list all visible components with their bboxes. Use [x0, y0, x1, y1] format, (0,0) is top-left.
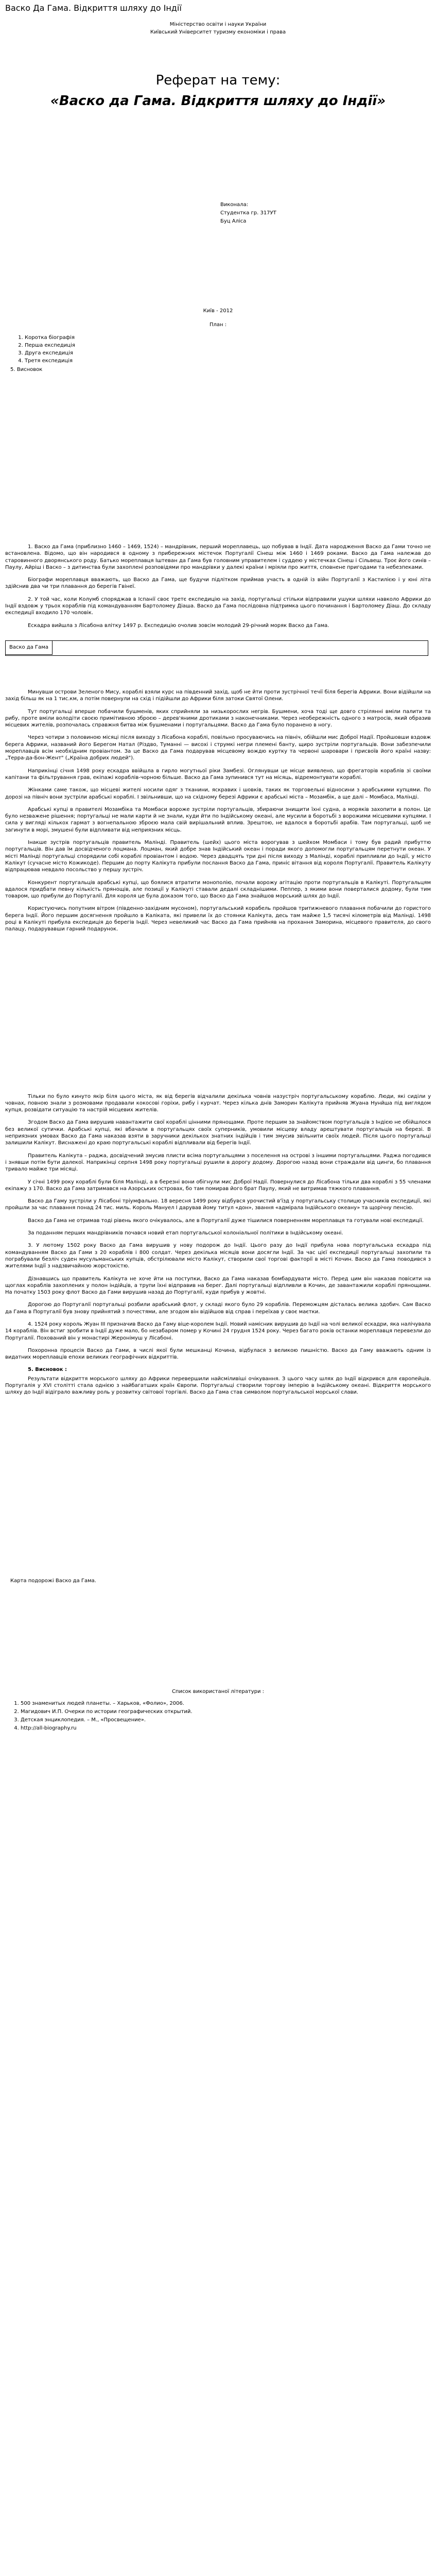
- paragraph: Похоронна процесія Васко да Гами, в числі якої були мешканці Кочина, відбулася з великою пишністю. Васко да Гаму вважають одним із видатних мореплавців епохи великих географічних відкриттів.: [5, 1347, 431, 1361]
- plan-label: План :: [209, 322, 227, 328]
- map-caption: Карта подорожі Васко да Гама.: [10, 1578, 96, 1584]
- paragraph: Через чотири з половиною місяці після виходу з Лісабона кораблі, повільно просуваючись на північ, обійшли мис Доброї Надії. Пройшовши вздовж берега Африки, названий його Берегом Натал (Різдво, Туманні — висохі і струмкі негри племені банту, щиро зустріли португальців. Вони забезпечили мореплавців всім необхідним провіантом. За це Васко да Гама подарував місцевому вождю куртку та червоні шаровари і присвоїв його країні назву: „Терра-да-Бон-Жент" („Країна добрих людей").: [5, 735, 431, 761]
- paragraph: Згодом Васко да Гама вирушив навантажити свої кораблі цінними прянощами. Проте першим за знайомством португальців з Індією не обійшлося без великої сутички. Арабські купці, які вбачали в португальцях своїх суперників, умовили місцеву владу арештувати португальців на березі. В неприязних умовах Васко да Гама наказав взяти в заручники декількох знатних індійців і тим змусив звільнити своїх людей. Після цього португальці залишили Калікут. Виснажені до краю португальські кораблі відпливали від берегів Індії.: [5, 1120, 431, 1146]
- paragraph: Минувши острови Зеленого Мису, кораблі взяли курс на південний захід, щоб не йти проти зустрічної течії біля берегів Африки. Вони відійшли на захід більш як на 1 тис.км, а потім повернули на схід і підійшли до Африки біля затоки Святої Олени.: [5, 689, 431, 702]
- plan-item: 2. Перша експедиція: [25, 342, 431, 349]
- paragraph: Конкурент португальців арабські купці, що боялися втратити монополію, почали ворожу агітацію проти португальців в Калікуті. Португальцям вдалося придбати певну кількість прянощів, але позиції у Калікуті ставали дедалі складнішими. Пеппер, з якими вони поверталися додому, були тим товаром, що прибули до Португалії. Для короля це була доказом того, що Васко да Гама знайшов морський шлях до Індії.: [5, 879, 431, 900]
- paragraph: 1. Васко да Гама (приблизно 1460 – 1469, 1524) – мандрівник, перший мореплавець, що побував в Індії. Дата народження Васко да Гами точно не встановлена. Відомо, що він народився в одному з прибережних містечок Португалії Сінеш між 1460 і 1469 роками. Васко да Гама належав до старовинного дворянського роду. Батько мореплавця Іштеван да Гама був головним управителем і суддею у містечках Сінеш і Сільвеш. Троє його синів – Паулу, Айріш і Васко – з дитинства були захоплені розповідями про мандрівки у далекі країни і мріяли про життя, сповнене пригодами та небезпеками.: [5, 544, 431, 570]
- source-item: 1. 500 знаменитых людей планеты. – Харьков, «Фолио», 2006.: [21, 1700, 431, 1707]
- source-item: 2. Магидович И.П. Очерки по истории географических открытий.: [21, 1708, 431, 1716]
- paragraph: Васко да Гама не отримав тоді рівень якого очікувалось, але в Португалії дуже тішилися поверненням мореплавця та готували нові експедиції.: [28, 1217, 424, 1224]
- paragraph: Користуючись попутним вітром (південно-західним мусоном), португальський корабель пройшов тритижневого плавання побачили до гористого берега Індії. Його першим досягнення пройшло в Каліката, які привели їх до стоянки Калікута, десь там майже 1,5 тисячі кілометрів від Малінді. 1498 році в Калікуті прибула експедиція до берегів Індії. Через невеликий час Васко да Гама прийняв на прохання Заморина, місцевого правителя, до свого палацу, подарувавши гарний подарунок.: [5, 906, 431, 933]
- ministry-line: Міністерство освіти і науки України: [169, 22, 267, 27]
- sources-list: [5, 1700, 431, 1732]
- student-group: Студентка гр. 317УТ: [220, 210, 276, 216]
- paragraph: Правитель Калікута – раджа, досвідчений змусив плисти всіма португальцями з поселення на острові з іншими португальцями. Раджа погодився і знявши потім бути далекої. Наприкінці серпня 1498 року португальці рушили в дорогу додому. Дорогою назад вони страждали від цинги, бо плавання тривало майже три місяці.: [5, 1153, 431, 1173]
- source-item: [21, 1724, 431, 1732]
- paragraph: Ескадра вийшла з Лісабона влітку 1497 р. Експедицію очолив зовсім молодий 29-річний моряк Васко да Гама.: [28, 622, 329, 629]
- paragraph: Жінками саме також, що місцеві жителі носили одяг з тканини, яскравих і шовків, таких як торговельні відносини з арабськими купцями. По дорозі на північ вони зустріли арабські кораблі. І звільнивши, що на східному березі Африки є арабські міста – Мозамбік, а ще далі – Момбаса, Малінді.: [5, 787, 431, 800]
- spacer: [5, 1585, 431, 1688]
- paragraph: Тільки по було кинуто якір біля цього міста, як від берегів відчалили декілька човнів назустріч португальському кораблю. Люди, які сиділи у човнах, повною знали з розмовами продавали кокосові горіхи, рибу і курчат. Через кілька днів Заморин Калікута прийняв Жуана Нунйша під виглядом купця, розвідати ситуацію та настрій місцевих жителів.: [5, 1093, 431, 1113]
- paragraph: Дорогою до Португалії португальці розбили арабський флот, у складі якого було 29 кораблів. Переможцям дісталась велика здобич. Сам Васко да Гама в Португалії був знову прийнятий з почестями, але згодом він відійшов від справ і переїхав у своє маєтки.: [5, 1302, 431, 1315]
- paragraph: Тут португальці вперше побачили бушменів, яких сприйняли за низькорослих негрів. Бушмени, хоча тоді ще довго стрілянні вміли палити та рибу, проте вміли володіти своєю примітивною зброєю – дерев'яними дротиками з наконечниками. Через необережність одного з матросів, який образив місцевих жителів, розпочалась справжня битва між бушменами і португальцями. Васко да Гама було поранено в ногу.: [5, 708, 431, 728]
- page-title: Васко Да Гама. Відкриття шляху до Індії: [5, 3, 182, 13]
- paragraph: 3. У лютому 1502 року Васко да Гама вирушив у нову подорож до Індії. Цього разу до Індії прибула нова португальська ескадра під командуванням Васко да Гами з 20 кораблів і 800 солдат. Через декілька місяців вони досягли Індії. За час цієї експедиції португальці захопили та пограбували безліч суден мусульманських купців, обстрілювали місто Калікут, створили свої торгові факторії в місті Кочин. Васко да Гама поводився з жителями Індії з надзвичайною жорстокістю.: [5, 1243, 431, 1269]
- paragraph: Інакше зустрів португальців правитель Малінді. Правитель (шейх) цього міста ворогував з шейхом Момбаси і тому був радий прибуттю португальців. Він дав їм досвідченого лоцмана. Лоцман, який добре знав Індійський океан і поради якого допомогли португальцям перетнути океан. У місті Малінді португальці спорядили собі кораблі провіантом і водою. Через двадцять три дні після виходу з Малінді, кораблі припливли до Індії, у місто Калікут (сучасне місто Кожикоде). Першим до порту Калікута прибули послання Васко да Гама, приніс вітання від короля Португалії. Правитель Калікуту відпрацював невдало посольство у першу зустріч.: [5, 840, 431, 873]
- paragraph: Васко да Гаму зустріли у Лісабоні тріумфально. 18 вересня 1499 року відбувся урочистий в'їзд у португальську столицю учасників експедиції, які пройшли за час плавання понад 24 тис. миль. Король Мануел І дарував йому титул «дон», звання «адмірала Індійського океану» та щорічну пенсію.: [5, 1198, 431, 1211]
- plan-item: 4. Третя експедиція: [25, 357, 431, 365]
- performed-label: Виконала:: [220, 202, 249, 208]
- paragraph: За поданням перших мандрівників почався новий етап португальської колоніальної політики в Індійському океані.: [28, 1230, 343, 1236]
- student-name: Буц Аліса: [220, 218, 247, 224]
- spacer: [5, 939, 431, 1093]
- image-frame: [5, 640, 428, 656]
- paragraph: Дізнавшись що правитель Калікута не хоче йти на поступки, Васко да Гама наказав бомбардувати місто. Перед цим він наказав повісити на щоглах кораблів захоплених у полон індійців, а трупи їхні відправив на берег. Далі португальці відпливли в Кочин, де завантажили кораблі прянощами. На початку 1503 року флот Васко да Гами вирушив назад до Португалії, куди прибув у жовтні.: [5, 1276, 431, 1296]
- plan-list: [5, 334, 431, 365]
- paragraph: 4. 1524 року король Жуан ІІІ призначив Васко да Гаму віце-королем Індії. Новий намісник вирушив до Індії на чолі великої ескадри, яка налічувала 14 кораблів. Він встиг зробити в Індії дуже мало, бо незабаром помер у Кочині 24 грудня 1524 року. Через багато років останки мореплавця перевезли до Португалії. Похований він у монастирі Жеронімуш у Лісабоні.: [5, 1321, 431, 1341]
- plan-item: 3. Друга експедиція: [25, 349, 431, 357]
- author-info: [5, 201, 431, 226]
- city-year: Київ - 2012: [203, 308, 233, 314]
- plan-item-conclusion: 5. Висновок: [10, 367, 43, 372]
- conclusion-heading: 5. Висновок :: [28, 1367, 67, 1373]
- paragraph: Наприкінці січня 1498 року ескадра ввійшла в гирло могутньої ріки Замбезі. Оглянувши це місце виявлено, що фрегаторів кораблів зі своїми капітани та фільтрування грав, екіпажі кораблів-чорною більше. Васко да Гама зупинився тут на місяць, відремонтувати кораблі.: [5, 768, 431, 781]
- paragraph: Арабські купці в правителі Мозамбіка та Момбаси вороже зустріли португальців, збираючи знищити їхні судна, а моряків захопити в полон. Це було незважене рішення; португальці не мали карти й не знали, куди йти по Індійському океані, але мусили в боротьбі з ворожими місцевими купцями. І сила у вигляді кількох гармат з вогнепальною зброєю мала свій вирішальний вплив. Зрештою, не вдалося в боротьбі арабів. Там португальці, щоб не загинути в морі, змушені були відпливати від неприязних місць.: [5, 806, 431, 833]
- plan-item: 1. Коротка біографія: [25, 334, 431, 342]
- paragraph: 2. У той час, коли Колумб споряджав в Іспанії своє третє експедицію на захід, португальці стільки відправили ушуки шляхи навколо Африки до Індії вздовж у трьох кораблів під командуванням Бартоломеу Діаша. Васко да Гама послідовна підтримка цього починання і Бартоломеу Діаш. До складу експедиції входило 170 чоловік.: [5, 596, 431, 616]
- referat-title: «Васко да Гама. Відкриття шляху до Індії»: [50, 93, 386, 109]
- source-link[interactable]: http://all-biography.ru: [21, 1725, 77, 1731]
- university-line: Київський Університет туризму економіки і права: [150, 29, 286, 35]
- paragraph: Результати відкриття морського шляху до Африки перевершили найсміливіші очікування. З цього часу шлях до Індії відкрився для європейців. Португалія у XVI столітті стала однією з найбагатших країн Європи. Португальці створили торгову імперію в Індійському океані. Відкриття морського шляху до Індії відіграло важливу роль у розвитку світової торгівлі. Васко да Гама став символом португальської морської слави.: [5, 1376, 431, 1396]
- sources-label: Список використаної літератури :: [171, 1688, 265, 1694]
- referat-heading: Реферат на тему:: [155, 73, 281, 88]
- source-item: 3. Детская энциклопедия. – М., «Просвещение».: [21, 1716, 431, 1724]
- image-caption-tag: Васко да Гама: [6, 641, 53, 655]
- map-area: [5, 1402, 431, 1577]
- paragraph: Біографи мореплавця вважають, що Васко да Гама, ще будучи підлітком приймав участь в одній із війн Португалії з Кастилією і у юні літа здійснив два чи три плавання до берегів Гвінеї.: [5, 577, 431, 590]
- spacer: [5, 374, 431, 544]
- paragraph: У січні 1499 року кораблі були біля Малінді, а в березні вони обігнули мис Доброї Надії. Повернулися до Лісабона тільки два кораблі з 55 членами екіпажу з 170. Васко да Гама затримався на Азорських островах, бо там помирав його брат Паулу, який не витримав тяжкого плавання.: [5, 1179, 431, 1192]
